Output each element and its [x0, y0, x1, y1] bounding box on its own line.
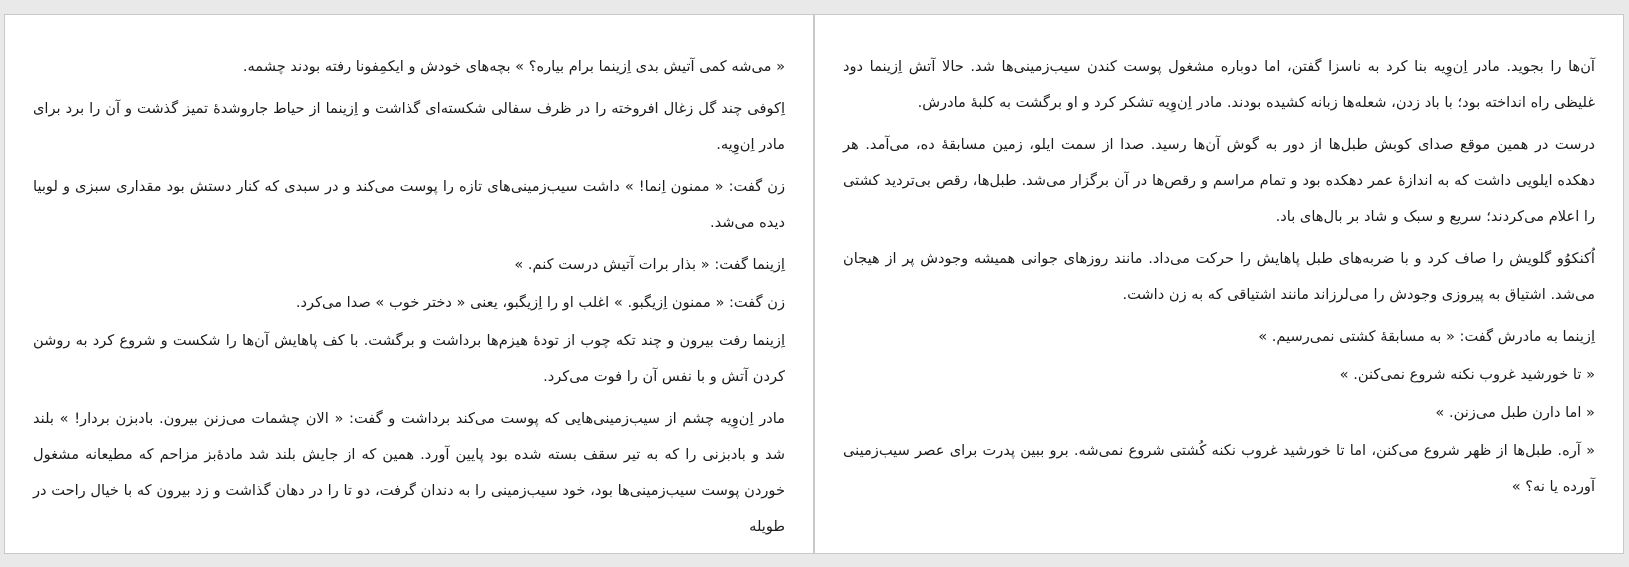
left-page-text — [33, 49, 785, 551]
paragraph: مادر اِن‌وِیه چشم از سیب‌زمینی‌هایی که پوست می‌کند برداشت و گفت: « الان چشمات می‌زنن بیرون. بادبزن بردار! » بلند شد و بادبزنی را که به تیر سقف بسته شده بود پایین آورد. همین که از جایش بلند شد مادهٔ‌بز مزاحم که مطیعانه مشغول خوردن پوست سیب‌زمینی‌ها بود، خود سیب‌زمینی را به دندان گرفت، دو تا را در دهان گذاشت و زد بیرون که با خیال راحت در طویله — [33, 410, 785, 535]
right-page-text — [843, 49, 1595, 511]
paragraph: زن گفت: « ممنون اِزیگبو. » اغلب او را اِزیگبو، یعنی « دختر خوب » صدا می‌کرد. — [295, 294, 785, 311]
paragraph: اِزینما رفت بیرون و چند تکه چوب از تودهٔ هیزم‌ها برداشت و برگشت. با کف پاهایش آن‌ها را شکست و شروع کرد به روشن کردن آتش و با نفس آن را فوت می‌کرد. — [33, 332, 785, 385]
paragraph: آن‌ها را بجوید. مادر اِن‌وِیه بنا کرد به ناسزا گفتن، اما دوباره مشغول پوست کندن سیب‌زمینی‌ها شد. حالا آتش اِزینما دود غلیظی راه انداخته بود؛ با باد زدن، شعله‌ها زبانه کشیده بودند. مادر اِن‌وِیه تشکر کرد و او برگشت به کلبهٔ مادرش. — [843, 58, 1595, 111]
paragraph: « تا خورشید غروب نکنه شروع نمی‌کنن. » — [1339, 366, 1595, 383]
paragraph: « اما دارن طبل می‌زنن. » — [1435, 404, 1595, 421]
paragraph: « آره. طبل‌ها از ظهر شروع می‌کنن، اما تا خورشید غروب نکنه کُشتی شروع نمی‌شه. برو ببین پدرت برای عصر سیب‌زمینی آورده یا نه؟ » — [843, 442, 1595, 495]
paragraph: « می‌شه کمی آتیش بدی اِزینما برام بیاره؟ » بچه‌های خودش و ایکمِفونا رفته بودند چشمه. — [242, 58, 785, 75]
paragraph: اُکنکوُو گلویش را صاف کرد و با ضربه‌های طبل پاهایش را حرکت می‌داد. مانند روزهای جوانی همیشه وجودش پر از هیجان می‌شد. اشتیاق به پیروزی وجودش را می‌لرزاند مانند اشتیاقی که به زن داشت. — [843, 250, 1595, 303]
paragraph: اِزینما گفت: « بذار برات آتیش درست کنم. » — [514, 256, 785, 273]
paragraph: اِزینما به مادرش گفت: « به مسابقهٔ کشتی نمی‌رسیم. » — [1258, 328, 1595, 345]
right-page — [814, 14, 1624, 554]
paragraph: زن گفت: « ممنون اِنما! » داشت سیب‌زمینی‌های تازه را پوست می‌کند و در سبدی که کنار دستش بود مقداری سبزی و لوبیا دیده می‌شد. — [33, 178, 785, 231]
paragraph: اِکوفی چند گل زغال افروخته را در ظرف سفالی شکسته‌ای گذاشت و اِزینما از حیاط جاروشدهٔ تمیز گذشت و آن را برد برای مادر اِن‌وِیه. — [33, 100, 785, 153]
paragraph: درست در همین موقع صدای کوبش طبل‌ها از دور به گوش آن‌ها رسید. صدا از سمت ایلو، زمین مسابقهٔ ده، می‌آمد. هر دهکده ایلویی داشت که به اندازهٔ عمر دهکده بود و تمام مراسم و رقص‌ها در آن برگزار می‌شد. طبل‌ها، رقص بی‌تردید کشتی را اعلام می‌کردند؛ سریع و سبک و شاد بر بال‌های باد. — [843, 136, 1595, 225]
left-page — [4, 14, 814, 554]
